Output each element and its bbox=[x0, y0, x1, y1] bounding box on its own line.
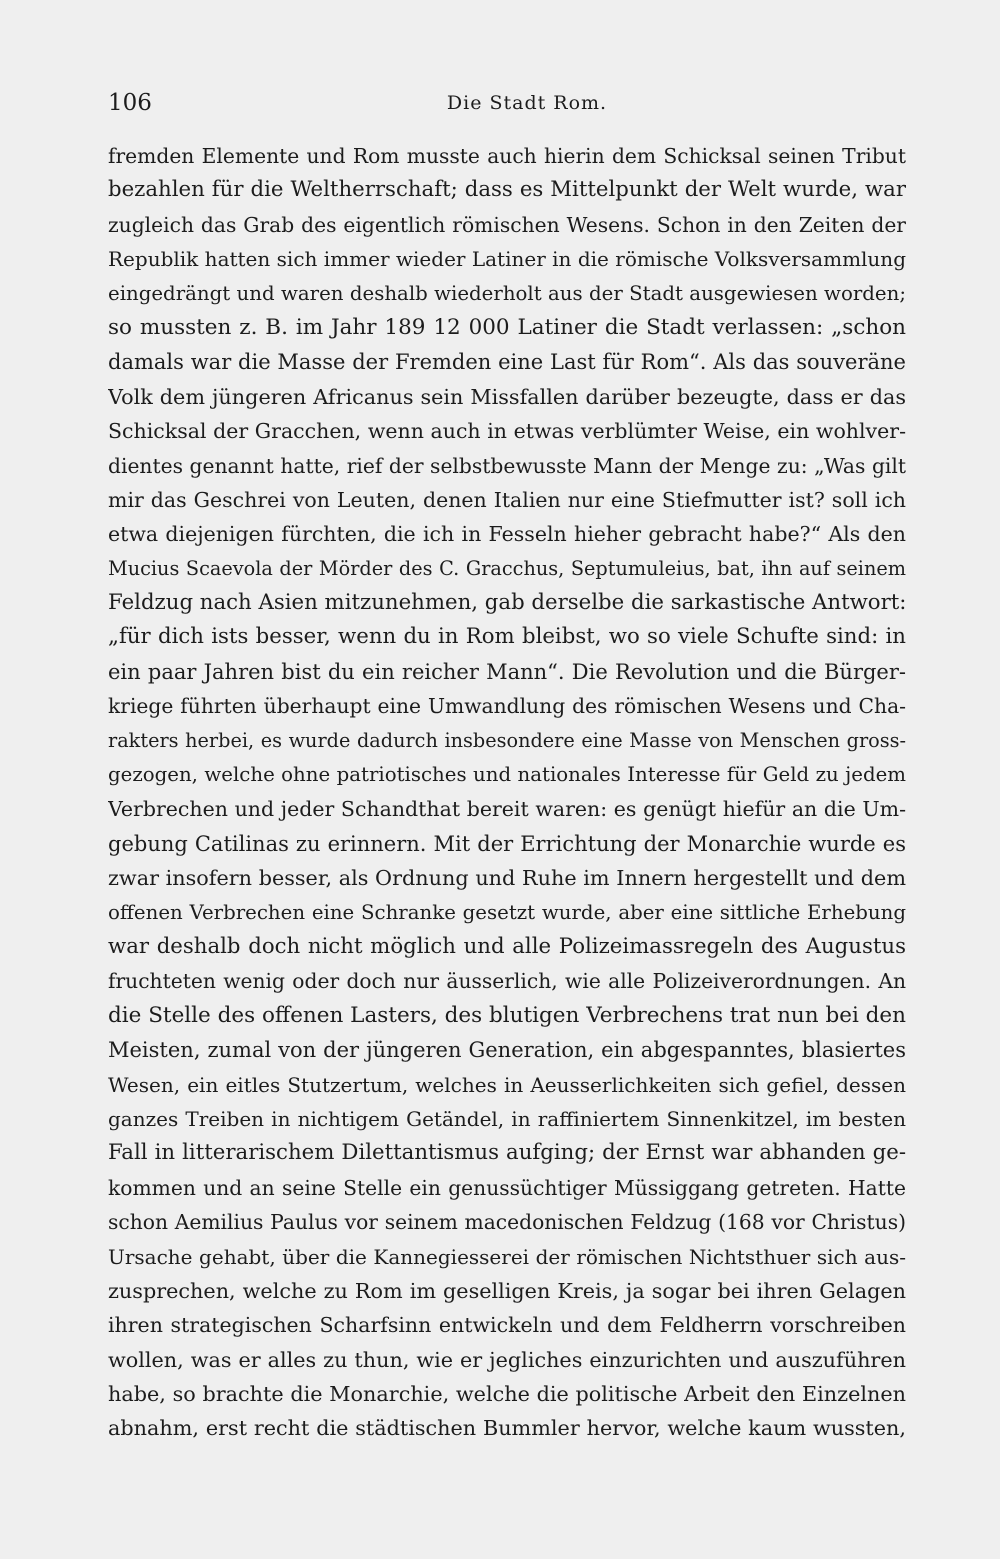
text-line: eingedrängt und waren deshalb wiederholt aus der Stadt ausgewiesen worden; bbox=[108, 281, 906, 305]
text-line: offenen Verbrechen eine Schranke gesetzt wurde, aber eine sittliche Erhebung bbox=[108, 900, 906, 924]
text-line: abnahm, erst recht die städtischen Bummler hervor, welche kaum wussten, bbox=[108, 1416, 906, 1441]
text-line: so mussten z. B. im Jahr 189 12 000 Latiner die Stadt verlassen: „schon bbox=[108, 314, 906, 340]
page-header bbox=[108, 86, 906, 120]
text-line: zusprechen, welche zu Rom im geselligen Kreis, ja sogar bei ihren Gelagen bbox=[108, 1278, 906, 1303]
page-number: 106 bbox=[108, 90, 152, 116]
text-line: zwar insofern besser, als Ordnung und Ruhe im Innern hergestellt und dem bbox=[108, 866, 906, 891]
text-line: Mucius Scaevola der Mörder des C. Gracchus, Septumuleius, bat, ihn auf seinem bbox=[108, 556, 906, 580]
running-title: Die Stadt Rom. bbox=[446, 92, 608, 114]
text-line: die Stelle des offenen Lasters, des blutigen Verbrechens trat nun bei den bbox=[108, 1002, 906, 1028]
text-line: Verbrechen und jeder Schandthat bereit waren: es genügt hiefür an die Um- bbox=[108, 797, 906, 822]
text-line: gezogen, welche ohne patriotisches und nationales Interesse für Geld zu jedem bbox=[108, 763, 906, 787]
text-line: Republik hatten sich immer wieder Latiner in die römische Volksversammlung bbox=[108, 247, 906, 272]
text-line: dientes genannt hatte, rief der selbstbewusste Mann der Menge zu: „Was gilt bbox=[108, 453, 906, 478]
text-line: Feldzug nach Asien mitzunehmen, gab derselbe die sarkastische Antwort: bbox=[108, 590, 906, 616]
text-line: mir das Geschrei von Leuten, denen Italien nur eine Stiefmutter ist? soll ich bbox=[108, 487, 906, 512]
text-line: fruchteten wenig oder doch nur äusserlich, wie alle Polizeiverordnungen. An bbox=[108, 969, 906, 994]
body-text bbox=[108, 139, 906, 1446]
text-line: etwa diejenigen fürchten, die ich in Fesseln hieher gebracht habe?“ Als den bbox=[108, 522, 906, 547]
text-line: war deshalb doch nicht möglich und alle Polizeimassregeln des Augustus bbox=[108, 933, 906, 959]
text-line: gebung Catilinas zu erinnern. Mit der Errichtung der Monarchie wurde es bbox=[108, 831, 906, 856]
text-line: ganzes Treiben in nichtigem Getändel, in raffiniertem Sinnenkitzel, im besten bbox=[108, 1106, 906, 1131]
text-line: bezahlen für die Weltherrschaft; dass es Mittelpunkt der Welt wurde, war bbox=[108, 177, 906, 203]
text-line: Schicksal der Gracchen, wenn auch in etwas verblümter Weise, ein wohlver- bbox=[108, 419, 906, 444]
text-line: „für dich ists besser, wenn du in Rom bleibst, wo so viele Schufte sind: in bbox=[108, 624, 906, 650]
text-line: zugleich das Grab des eigentlich römischen Wesens. Schon in den Zeiten der bbox=[108, 212, 906, 237]
text-line: Wesen, ein eitles Stutzertum, welches in Aeusserlichkeiten sich gefiel, dessen bbox=[108, 1072, 906, 1097]
text-line: Meisten, zumal von der jüngeren Generation, ein abgespanntes, blasiertes bbox=[108, 1038, 906, 1063]
text-line: rakters herbei, es wurde dadurch insbesondere eine Masse von Menschen gross- bbox=[108, 728, 906, 752]
text-line: Fall in litterarischem Dilettantismus aufging; der Ernst war abhanden ge- bbox=[108, 1140, 906, 1166]
text-line: kriege führten überhaupt eine Umwandlung des römischen Wesens und Cha- bbox=[108, 694, 906, 719]
text-line: wollen, was er alles zu thun, wie er jegliches einzurichten und auszuführen bbox=[108, 1347, 906, 1372]
text-line: damals war die Masse der Fremden eine Last für Rom“. Als das souveräne bbox=[108, 350, 906, 375]
text-line: ein paar Jahren bist du ein reicher Mann“. Die Revolution und die Bürger- bbox=[108, 659, 906, 684]
text-line: Volk dem jüngeren Africanus sein Missfallen darüber bezeugte, dass er das bbox=[108, 384, 906, 409]
text-line: ihren strategischen Scharfsinn entwickeln und dem Feldherrn vorschreiben bbox=[108, 1313, 906, 1338]
text-line: schon Aemilius Paulus vor seinem macedonischen Feldzug (168 vor Christus) bbox=[108, 1210, 906, 1235]
text-line: kommen und an seine Stelle ein genussüchtiger Müssiggang getreten. Hatte bbox=[108, 1175, 906, 1200]
text-line: fremden Elemente und Rom musste auch hierin dem Schicksal seinen Tribut bbox=[108, 144, 906, 168]
text-line: habe, so brachte die Monarchie, welche die politische Arbeit den Einzelnen bbox=[108, 1382, 906, 1407]
text-line: Ursache gehabt, über die Kannegiesserei der römischen Nichtsthuer sich aus- bbox=[108, 1244, 906, 1269]
